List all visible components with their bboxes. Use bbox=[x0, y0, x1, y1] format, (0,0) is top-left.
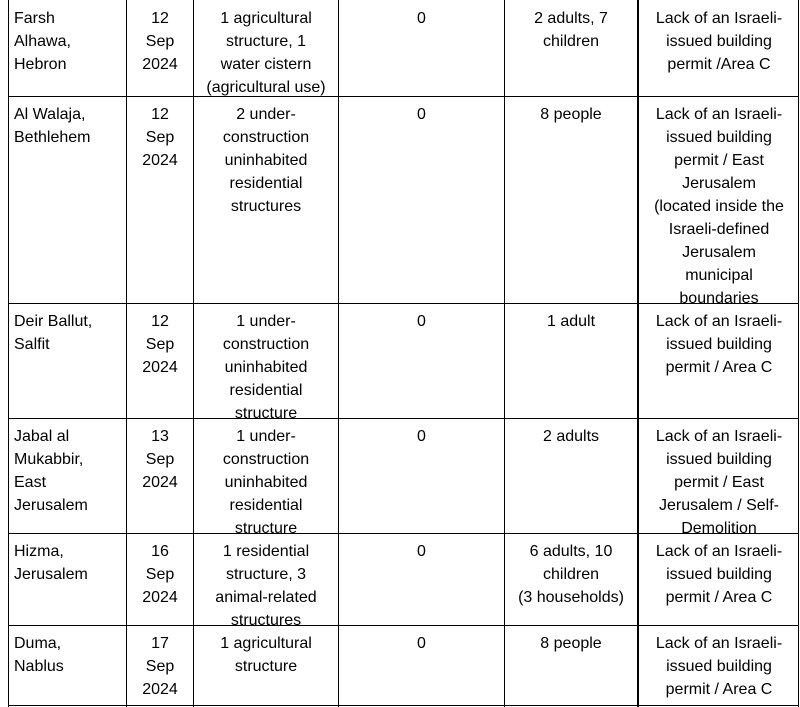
cell-text-line: Duma, bbox=[14, 635, 62, 652]
cell-text-line: 0 bbox=[417, 106, 426, 123]
cell-text-line: Lack of an Israeli- bbox=[655, 10, 783, 27]
displaced-cell bbox=[339, 418, 504, 533]
cell-text-line: permit / Area C bbox=[665, 681, 773, 698]
cell-text-line: construction bbox=[222, 336, 310, 353]
cell-text-line: 12 bbox=[151, 10, 169, 27]
cell-text-line: (3 households) bbox=[518, 589, 624, 606]
location-cell bbox=[8, 533, 126, 625]
table-row bbox=[0, 625, 800, 705]
cell-text-line: Al Walaja, bbox=[14, 106, 86, 123]
cell-text-line: 1 agricultural bbox=[220, 635, 312, 652]
cell-text-line: Bethlehem bbox=[14, 129, 91, 146]
cell-text-line: Nablus bbox=[14, 658, 64, 675]
cell-text-line: 0 bbox=[417, 635, 426, 652]
cell-text-line: Sep bbox=[145, 658, 175, 675]
date-cell bbox=[127, 303, 193, 418]
displaced-cell bbox=[339, 625, 504, 705]
cell-text-line: issued building bbox=[666, 129, 772, 146]
affected-cell bbox=[505, 418, 637, 533]
cell-text-line: 8 people bbox=[540, 635, 602, 652]
cell-text-line: 13 bbox=[151, 428, 169, 445]
cell-text-line: 12 bbox=[151, 313, 169, 330]
cell-text-line: Jerusalem bbox=[682, 244, 756, 261]
cell-text-line: 2 adults bbox=[542, 428, 600, 445]
cell-text-line: uninhabited bbox=[224, 359, 308, 376]
cell-text-line: East bbox=[14, 474, 47, 491]
cell-text-line: 2 adults, 7 bbox=[534, 10, 608, 27]
cell-text-line: Sep bbox=[145, 566, 175, 583]
cell-text-line: water cistern bbox=[220, 56, 312, 73]
reason-cell bbox=[639, 418, 799, 537]
affected-cell bbox=[505, 533, 637, 625]
displaced-cell bbox=[339, 533, 504, 625]
cell-text-line: Jerusalem bbox=[14, 497, 88, 514]
cell-text-line: residential bbox=[229, 497, 303, 514]
cell-text-line: animal-related bbox=[215, 589, 317, 606]
cell-text-line: structure, 3 bbox=[225, 566, 307, 583]
cell-text-line: 8 people bbox=[540, 106, 602, 123]
location-cell bbox=[8, 0, 126, 96]
cell-text-line: construction bbox=[222, 129, 310, 146]
cell-text-line: 2024 bbox=[142, 681, 178, 698]
cell-text-line: 1 under- bbox=[236, 428, 296, 445]
cell-text-line: Israeli-defined bbox=[668, 221, 770, 238]
cell-text-line: residential bbox=[229, 175, 303, 192]
cell-text-line: Lack of an Israeli- bbox=[655, 106, 783, 123]
table-row bbox=[0, 418, 800, 537]
cell-text-line: permit / East bbox=[674, 474, 764, 491]
cell-text-line: 2024 bbox=[142, 152, 178, 169]
table-row bbox=[0, 96, 800, 307]
cell-text-line: Sep bbox=[145, 336, 175, 353]
cell-text-line: Mukabbir, bbox=[14, 451, 84, 468]
date-cell bbox=[127, 96, 193, 303]
reason-cell bbox=[639, 533, 799, 625]
cell-text-line: Lack of an Israeli- bbox=[655, 635, 783, 652]
displaced-cell bbox=[339, 96, 504, 303]
cell-text-line: uninhabited bbox=[224, 152, 308, 169]
structures-cell bbox=[194, 0, 338, 96]
reason-cell bbox=[639, 0, 799, 96]
location-cell bbox=[8, 96, 126, 303]
affected-cell bbox=[505, 303, 637, 418]
reason-cell bbox=[639, 303, 799, 418]
cell-text-line: issued building bbox=[666, 451, 772, 468]
date-cell bbox=[127, 0, 193, 96]
location-cell bbox=[8, 418, 126, 533]
cell-text-line: Demolition bbox=[681, 520, 757, 537]
cell-text-line: structures bbox=[230, 612, 302, 629]
cell-text-line: structure, 1 bbox=[225, 33, 307, 50]
structures-cell bbox=[194, 625, 338, 705]
cell-text-line: children bbox=[542, 566, 600, 583]
displaced-cell bbox=[339, 0, 504, 96]
cell-text-line: permit / East bbox=[674, 152, 764, 169]
cell-text-line: (located inside the bbox=[654, 198, 784, 215]
cell-text-line: permit /Area C bbox=[667, 56, 771, 73]
cell-text-line: 17 bbox=[151, 635, 169, 652]
cell-text-line: Deir Ballut, bbox=[14, 313, 93, 330]
cell-text-line: residential bbox=[229, 382, 303, 399]
cell-text-line: Farsh bbox=[14, 10, 55, 27]
date-cell bbox=[127, 533, 193, 625]
cell-text-line: structures bbox=[230, 198, 302, 215]
displaced-cell bbox=[339, 303, 504, 418]
cell-text-line: municipal bbox=[685, 267, 753, 284]
cell-text-line: 0 bbox=[417, 428, 426, 445]
location-cell bbox=[8, 625, 126, 705]
reason-cell bbox=[639, 96, 799, 307]
cell-text-line: (agricultural use) bbox=[206, 79, 326, 96]
date-cell bbox=[127, 625, 193, 705]
cell-text-line: 1 adult bbox=[546, 313, 596, 330]
structures-cell bbox=[194, 96, 338, 303]
cell-text-line: Jerusalem bbox=[682, 175, 756, 192]
table-border-bottom bbox=[8, 705, 799, 706]
cell-text-line: permit / Area C bbox=[665, 359, 773, 376]
cell-text-line: 2024 bbox=[142, 589, 178, 606]
cell-text-line: structure bbox=[234, 405, 298, 422]
affected-cell bbox=[505, 0, 637, 96]
cell-text-line: 2024 bbox=[142, 56, 178, 73]
cell-text-line: Jerusalem bbox=[14, 566, 88, 583]
cell-text-line: 1 under- bbox=[236, 313, 296, 330]
cell-text-line: permit / Area C bbox=[665, 589, 773, 606]
cell-text-line: issued building bbox=[666, 658, 772, 675]
cell-text-line: 0 bbox=[417, 313, 426, 330]
cell-text-line: 2024 bbox=[142, 359, 178, 376]
cell-text-line: Lack of an Israeli- bbox=[655, 428, 783, 445]
cell-text-line: issued building bbox=[666, 33, 772, 50]
cell-text-line: structure bbox=[234, 520, 298, 537]
affected-cell bbox=[505, 625, 637, 705]
cell-text-line: 2 under- bbox=[236, 106, 296, 123]
cell-text-line: Hebron bbox=[14, 56, 67, 73]
structures-cell bbox=[194, 303, 338, 422]
table-row bbox=[0, 533, 800, 629]
location-cell bbox=[8, 303, 126, 418]
affected-cell bbox=[505, 96, 637, 303]
cell-text-line: uninhabited bbox=[224, 474, 308, 491]
structures-cell bbox=[194, 418, 338, 537]
cell-text-line: children bbox=[542, 33, 600, 50]
cell-text-line: 0 bbox=[417, 10, 426, 27]
cell-text-line: 1 residential bbox=[222, 543, 310, 560]
cell-text-line: 16 bbox=[151, 543, 169, 560]
cell-text-line: 0 bbox=[417, 543, 426, 560]
cell-text-line: Salfit bbox=[14, 336, 50, 353]
date-cell bbox=[127, 418, 193, 533]
cell-text-line: boundaries bbox=[679, 290, 759, 307]
cell-text-line: 1 agricultural bbox=[220, 10, 312, 27]
cell-text-line: issued building bbox=[666, 566, 772, 583]
cell-text-line: 6 adults, 10 bbox=[529, 543, 613, 560]
cell-text-line: issued building bbox=[666, 336, 772, 353]
cell-text-line: 12 bbox=[151, 106, 169, 123]
structures-cell bbox=[194, 533, 338, 629]
cell-text-line: Sep bbox=[145, 33, 175, 50]
cell-text-line: Alhawa, bbox=[14, 33, 71, 50]
cell-text-line: Sep bbox=[145, 129, 175, 146]
cell-text-line: construction bbox=[222, 451, 310, 468]
table-row bbox=[0, 0, 800, 96]
cell-text-line: Hizma, bbox=[14, 543, 64, 560]
cell-text-line: 2024 bbox=[142, 474, 178, 491]
cell-text-line: Lack of an Israeli- bbox=[655, 543, 783, 560]
cell-text-line: Jabal al bbox=[14, 428, 70, 445]
reason-cell bbox=[639, 625, 799, 705]
cell-text-line: Lack of an Israeli- bbox=[655, 313, 783, 330]
table-row bbox=[0, 303, 800, 422]
cell-text-line: structure bbox=[234, 658, 298, 675]
cell-text-line: Jerusalem / Self- bbox=[658, 497, 780, 514]
cell-text-line: Sep bbox=[145, 451, 175, 468]
